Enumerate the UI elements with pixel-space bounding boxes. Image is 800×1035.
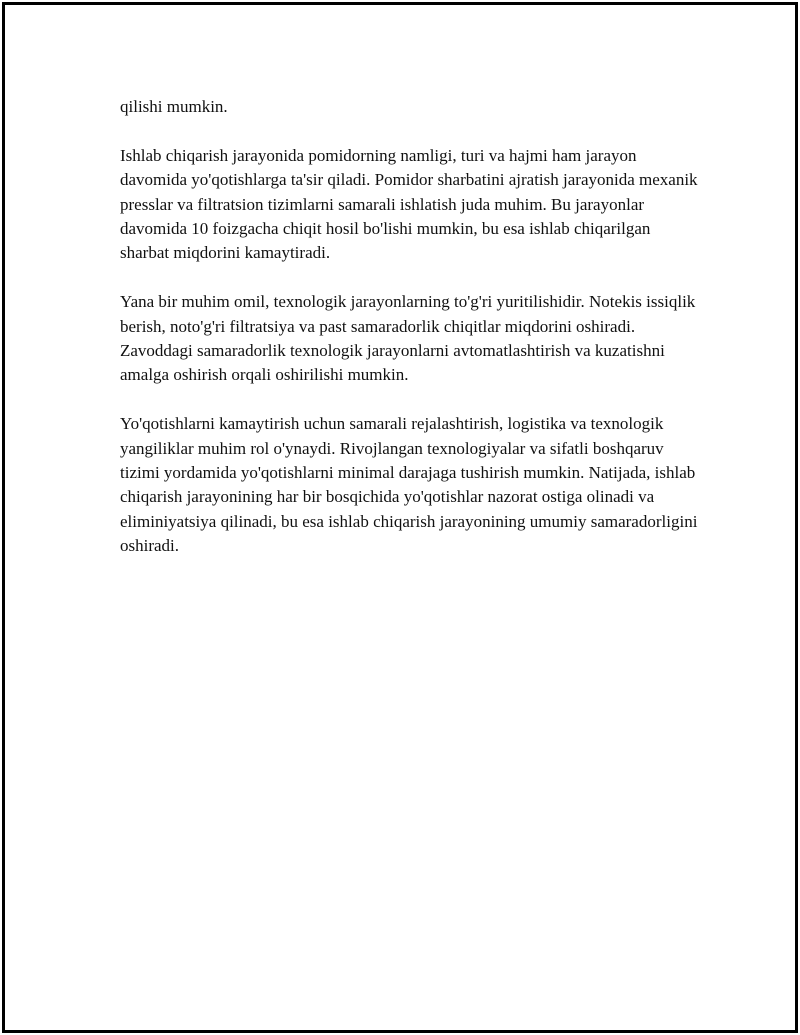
- page-frame: [2, 2, 798, 1033]
- paragraph-technological-processes: Yana bir muhim omil, texnologik jarayonlarning to'g'ri yuritilishidir. Notekis issiqlik berish, noto'g'ri filtratsiya va past samaradorlik chiqitlar miqdorini oshiradi. Zavoddagi samaradorlik texnologik jarayonlarni avtomatlashtirish va kuzatishni amalga oshirish orqali oshirilishi mumkin.: [120, 292, 696, 385]
- paragraph-continuation: qilishi mumkin.: [120, 97, 228, 116]
- paragraph-reducing-losses: Yo'qotishlarni kamaytirish uchun samarali rejalashtirish, logistika va texnologik yangiliklar muhim rol o'ynaydi. Rivojlangan texnologiyalar va sifatli boshqaruv tizimi yordamida yo'qotishlarni minimal darajaga tushirish mumkin. Natijada, ishlab chiqarish jarayonining har bir bosqichida yo'qotishlar nazorat ostiga olinadi va eliminiyatsiya qilinadi, bu esa ishlab chiqarish jarayonining umumiy samaradorligini oshiradi.: [120, 414, 698, 556]
- document-body: [120, 95, 700, 583]
- paragraph-production-losses: Ishlab chiqarish jarayonida pomidorning namligi, turi va hajmi ham jarayon davomida yo'qotishlarga ta'sir qiladi. Pomidor sharbatini ajratish jarayonida mexanik presslar va filtratsion tizimlarni samarali ishlatish juda muhim. Bu jarayonlar davomida 10 foizgacha chiqit hosil bo'lishi mumkin, bu esa ishlab chiqarilgan sharbat miqdorini kamaytiradi.: [120, 145, 698, 263]
